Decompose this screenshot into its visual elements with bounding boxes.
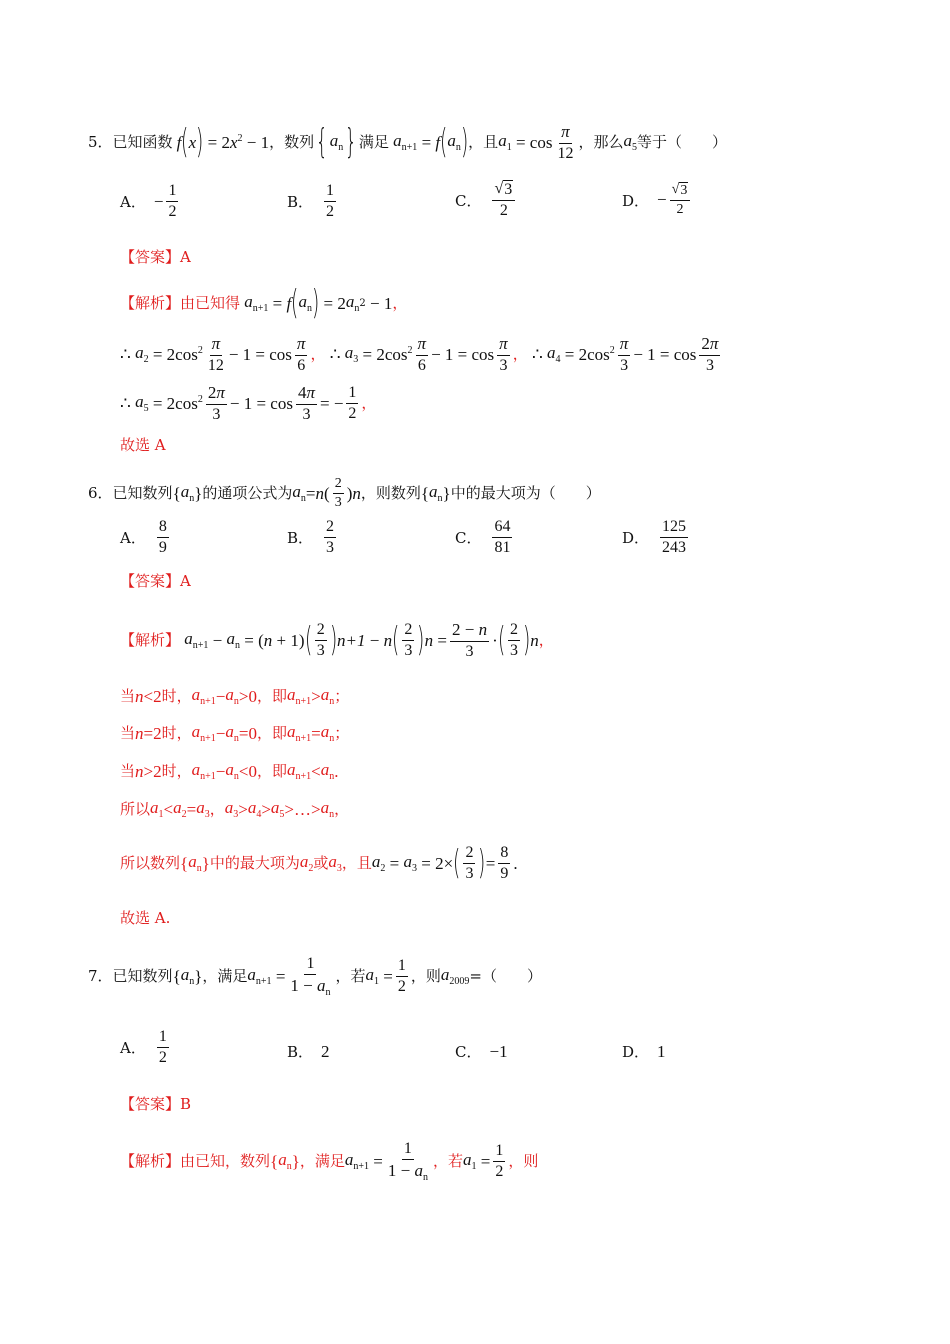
q6-stem: 6． 已知数列 { $a_n$ } 的通项公式为 $a_n$ = n ( $\frac{2}{3}$ ) n ，则数列 { $a_n$ } 中的最大项为（ ） xyxy=(88,476,601,511)
q6-case1: 当 n <2 时， $a_{n+1}$ − $a_n$ >0 ，即 $a_{n+1}$ > $a_n$ ； xyxy=(120,685,350,707)
q6-conclusion: 故选 A. xyxy=(120,909,171,927)
q7-option-c[interactable]: C． −1 xyxy=(455,1041,508,1061)
q5-option-a[interactable]: A． − $\frac{1}{2}$ xyxy=(120,182,177,221)
q5-answer: 【答案】 A xyxy=(120,248,191,266)
q6-option-c[interactable]: C． $\frac{64}{81}$ xyxy=(455,518,511,557)
q5-step2: ∴ $a_5$ = $2\cos^2$ $\frac{2\pi}{3}$ − 1 = cos $\frac{4\pi}{3}$ = − $\frac{1}{2}$ ， xyxy=(120,383,377,424)
q7-answer: 【答案】 B xyxy=(120,1095,192,1113)
q6-analysis: 【解析】 $a_{n+1}$ − $a_n$ = ( n + 1) ( $\frac{2}{3}$ ) n+1 − n ( $\frac{2}{3}$ ) n = $\frac{2 - n}{3}$ · ( $\frac{2}{3}$ ) n ， xyxy=(120,620,554,661)
q7-stem: 7． 已知数列 { $a_n$ } ，满足 $a_{n+1}$ = $\frac{1}{1 - a_n}$ ，若 $a_1$ = $\frac{1}{2}$ ，则 $a_{2009}$ =（ ） xyxy=(88,955,542,999)
sqrt-icon: √ xyxy=(494,180,504,197)
q5-analysis: 【解析】 由已知得 $a_{n+1}$ = f ( $a_n$ ) = 2 $a_n$ 2 − 1 ， xyxy=(120,283,408,323)
q6-option-d[interactable]: D． $\frac{125}{243}$ xyxy=(622,518,687,557)
sqrt-icon: √ xyxy=(671,182,680,197)
q7-option-a[interactable]: A． $\frac{1}{2}$ xyxy=(120,1028,167,1067)
q5-option-c[interactable]: C． √ 3 2 xyxy=(455,180,518,221)
question-number: 5． xyxy=(88,132,113,151)
q6-case3: 当 n >2 时， $a_{n+1}$ − $a_n$ <0 ，即 $a_{n+1}$ < $a_n$ . xyxy=(120,760,339,782)
q5-conclusion: 故选 A xyxy=(120,436,166,454)
q5-option-b[interactable]: B． $\frac{1}{2}$ xyxy=(287,182,335,221)
q6-so2: 所以数列 { $a_n$ } 中的最大项为 $a_2$ 或 $a_3$ ，且 $a_2$ = $a_3$ = 2× ( $\frac{2}{3}$ ) = $\frac{8}{9}$ . xyxy=(120,843,518,884)
q5-option-d[interactable]: D． − √ 3 2 xyxy=(622,182,693,218)
q6-case2: 当 n =2 时， $a_{n+1}$ − $a_n$ =0 ，即 $a_{n+1}$ = $a_n$ ； xyxy=(120,722,350,744)
q5-stem: 5． 已知函数 f ( x ) = $2x^2 - 1$ ，数列 { $a_n$ } 满足 $a_{n+1}$ = f ( $a_n$ ) ，且 $a_1$ = cos $\frac{\pi}{12}$ ，那么 $a_5$ 等于（ ） xyxy=(88,121,727,162)
q5-step1: ∴ $a_2$ = $2\cos^2$ $\frac{\pi}{12}$ − 1 = cos $\frac{\pi}{6}$ ， ∴ $a_3$ = $2\cos^2$ $\frac{\pi}{6}$ − 1 = cos $\frac{\pi}{3}$ ， ∴ $a_4$ = $2\cos^2$ $\frac{\pi}{3}$ − 1 = cos $\frac{2\pi}{3}$ xyxy=(120,334,719,375)
q7-option-b[interactable]: B． 2 xyxy=(287,1041,330,1061)
question-number: 6． xyxy=(88,484,113,503)
q7-option-d[interactable]: D． 1 xyxy=(622,1041,666,1061)
q7-analysis: 【解析】 由已知，数列 { $a_n$ } ，满足 $a_{n+1}$ = $\frac{1}{1 - a_n}$ ，若 $a_1$ = $\frac{1}{2}$ ，则 xyxy=(120,1140,539,1184)
q6-answer: 【答案】 A xyxy=(120,572,191,590)
q6-option-a[interactable]: A． $\frac{8}{9}$ xyxy=(120,518,167,557)
question-number: 7． xyxy=(88,967,113,986)
q6-option-b[interactable]: B． $\frac{2}{3}$ xyxy=(287,518,335,557)
q6-so1: 所以 $a_1$ < $a_2$ = $a_3$ ， $a_3$ > $a_4$ > $a_5$ >…> $a_n$ ， xyxy=(120,798,350,820)
